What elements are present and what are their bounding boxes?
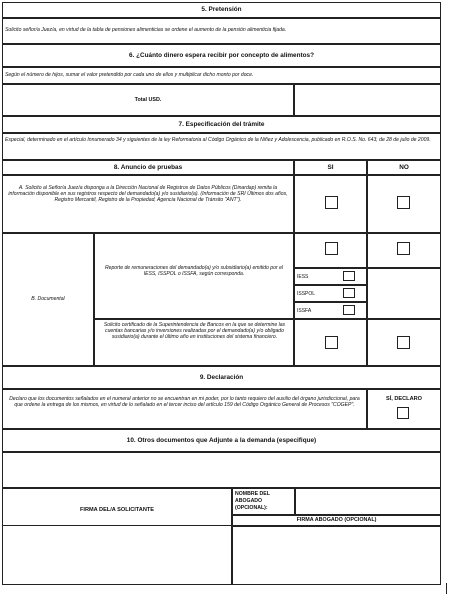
section-6-title: 6. ¿Cuánto dinero espera recibir por concepto de alimentos? [128, 52, 314, 59]
item-a-row [2, 175, 294, 233]
total-usd-label: Total USD. [134, 97, 162, 103]
item-b1-no-sub-cell [367, 268, 441, 319]
section-5-title: 5. Pretensión [201, 6, 242, 13]
abogado-nombre-label: NOMBRE DEL ABOGADO (OPCIONAL): [235, 491, 270, 511]
declaro-label: SÍ, DECLARO [385, 396, 423, 402]
section-9-text-cell [2, 389, 367, 429]
issfa-checkbox[interactable] [343, 305, 355, 315]
abogado-firma-label: FIRMA ABOGADO (OPCIONAL) [296, 517, 377, 523]
section-8-title: 8. Anuncio de pruebas [113, 164, 183, 171]
section-10-field[interactable] [2, 452, 441, 488]
item-a-text: A. Solicito al Señor/a Juez/a disponga a la Dirección Nacional de Registros de Datos Públicos (Dinardap) remita la información disponible en sus registros respecto del demandado(a) y/o susidiario(a). (Información de SRI Últimos dos años, Registro Mercantil, Registro de la Propiedad, Agencia Nacional de Tránsito "ANT"). [8, 185, 288, 204]
col-si-label: SI [327, 164, 334, 171]
iess-checkbox[interactable] [343, 271, 355, 281]
item-a-si-checkbox[interactable] [325, 196, 338, 209]
abogado-nombre-field[interactable] [295, 488, 441, 515]
item-b2-no-checkbox[interactable] [397, 336, 410, 349]
section-5-text: Solicito señor/a Juez/a, en virtud de la tabla de pensiones alimenticias se ordene el aumento de la pensión alimenticia fijada. [5, 27, 287, 33]
section-7-text: Especial, determinado en el artículo Innumerado 34 y siguientes de la ley Reformatoria al Código Orgánico de la Niñez y Adolescencia, publicado en R.O.S. No. 643, de 28 de julio de 2009. [5, 137, 431, 143]
item-b1-no-checkbox[interactable] [397, 242, 410, 255]
issfa-label: ISSFA [297, 308, 312, 314]
total-usd-field[interactable] [294, 84, 441, 116]
section-9-title: 9. Declaración [199, 374, 244, 381]
isspol-label: ISSPOL [297, 291, 316, 297]
signature-solicitante-label: FIRMA DEL/A SOLICITANTE [79, 507, 155, 513]
isspol-checkbox[interactable] [343, 288, 355, 298]
item-b2-si-checkbox[interactable] [325, 336, 338, 349]
edge-mark [446, 583, 447, 594]
item-b-label: B. Documental [31, 296, 65, 302]
section-9-text: Declaro que los documentos señalados en el numeral anterior no se encuentran en mi poder, por lo tanto requiero del auxilio del órgano jurisdiccional, para que ordene la entrega de los mismos, en virtud de lo señalado en el tercer inciso del artículo 159 del Código Orgánico General de Procesos "COGEP". [9, 396, 360, 409]
abogado-firma-area[interactable] [232, 526, 441, 585]
signature-solicitante-area[interactable] [2, 525, 232, 585]
declaro-checkbox[interactable] [397, 407, 409, 419]
iess-label: IESS [297, 274, 309, 280]
section-10-title: 10. Otros documentos que Adjunte a la demanda (especifique) [126, 437, 317, 444]
item-b1-si-checkbox[interactable] [325, 242, 338, 255]
col-no-label: NO [399, 164, 409, 171]
section-6-text: Según el número de hijos, sumar el valor pretendido por cada uno de ellos y multiplicar dicho monto por doce. [5, 72, 254, 78]
item-b2-text: Solicito certificado de la Superintendencia de Bancos en la que se determine las cuentas bancarias y/o inversiones realizadas por el demandado(a) y/o obligado susidiario(a) durante el último año en instituciones del sistema financiero. [103, 322, 286, 341]
item-a-no-checkbox[interactable] [397, 196, 410, 209]
section-7-title: 7. Especificación del trámite [178, 121, 265, 128]
item-b1-text: Reporte de remuneraciones del demandado(a) y/o subsidiario(a) emitido por el IESS, ISSPOL o ISSFA, según corresponda. [104, 265, 284, 278]
